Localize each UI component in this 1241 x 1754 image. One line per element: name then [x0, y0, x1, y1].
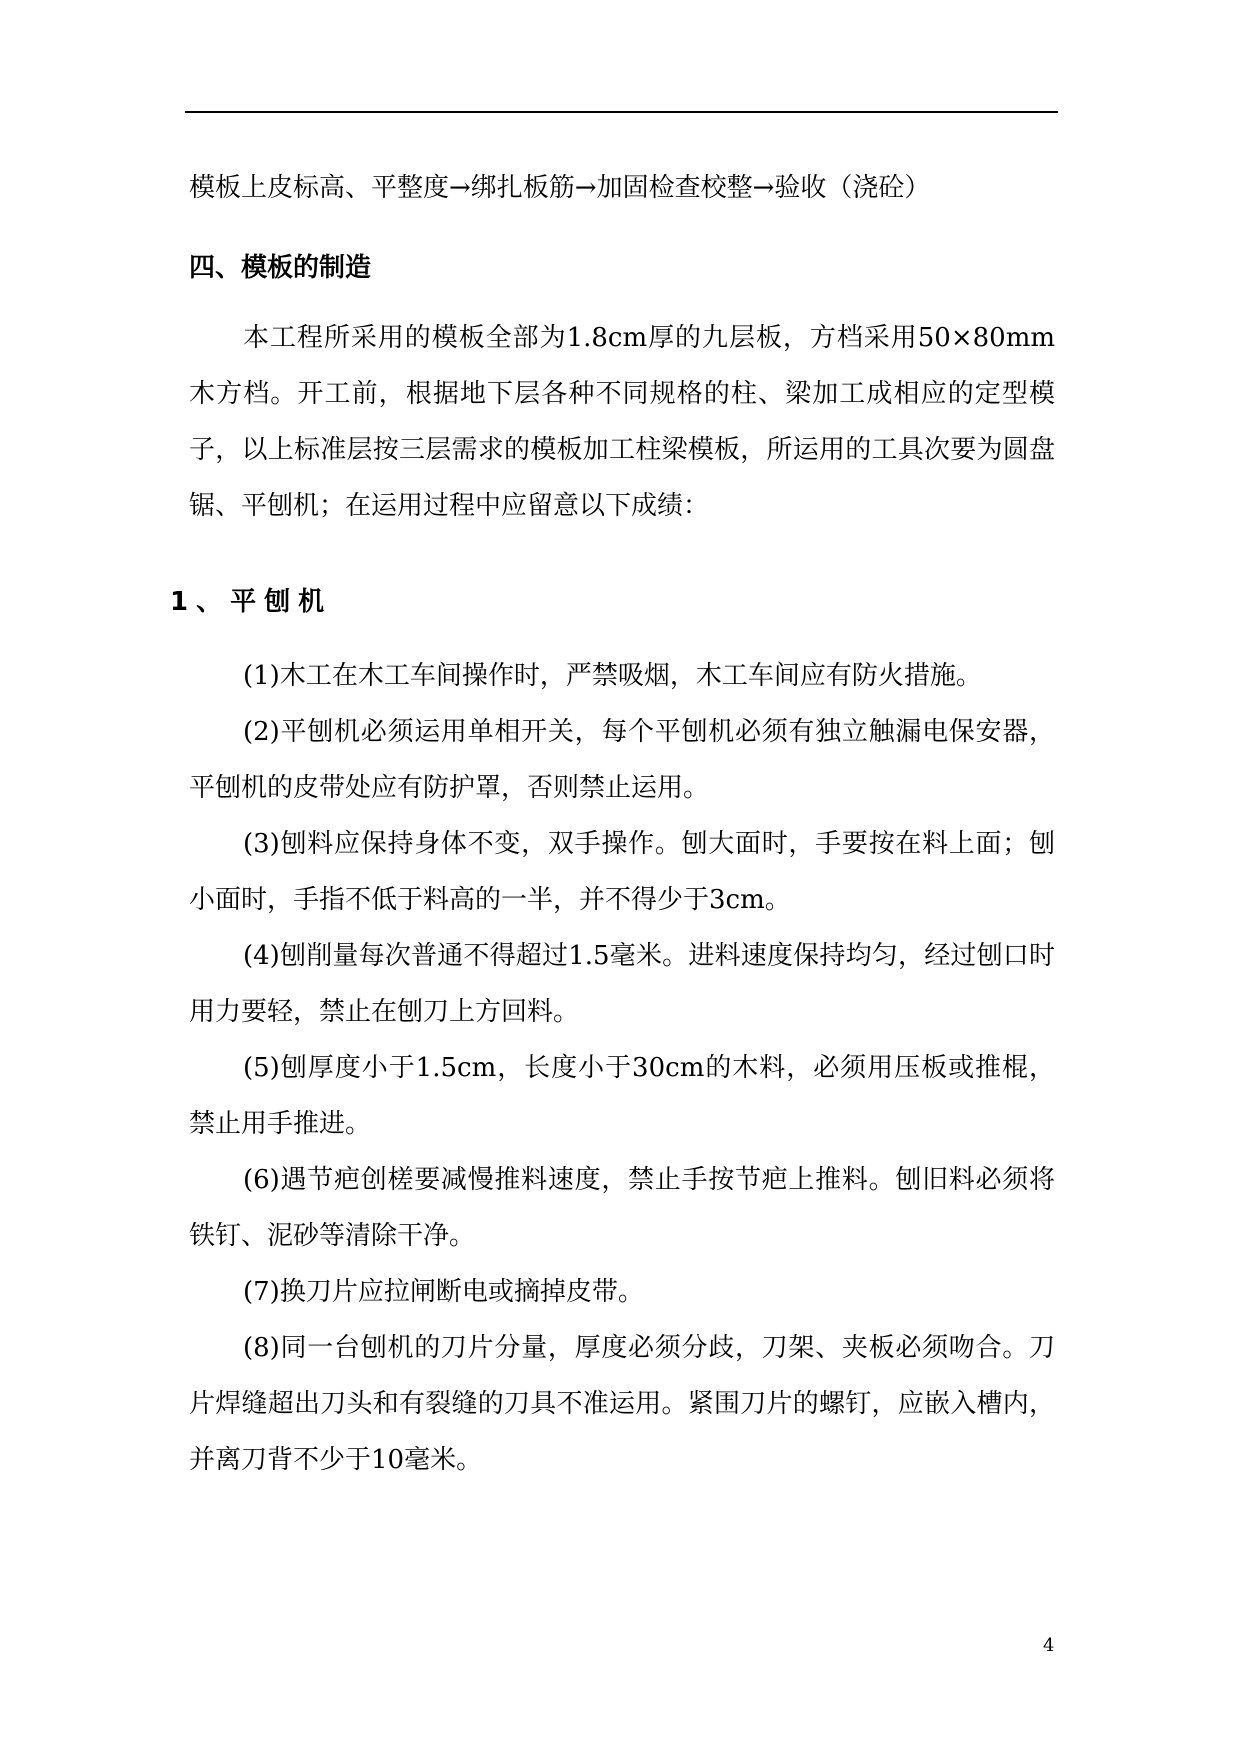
page-number: 4: [1043, 1635, 1055, 1656]
list-item: (2)平刨机必须运用单相开关，每个平刨机必须有独立触漏电保安器，平刨机的皮带处应有防护罩，否则禁止运用。: [189, 717, 1055, 803]
list-item: (7)换刀片应拉闸断电或摘掉皮带。: [243, 1277, 644, 1307]
list-item: (3)刨料应保持身体不变，双手操作。刨大面时，手要按在料上面；刨小面时，手指不低于料高的一半，并不得少于3cm。: [189, 829, 1055, 915]
subsection-one-body: [189, 648, 1055, 1488]
list-item: (4)刨削量每次普通不得超过1.5毫米。进料速度保持均匀，经过刨口时用力要轻，禁止在刨刀上方回料。: [189, 941, 1055, 1027]
section-four-paragraph: 本工程所采用的模板全部为1.8cm厚的九层板，方档采用50×80mm木方档。开工前，根据地下层各种不同规格的柱、梁加工成相应的定型模子，以上标准层按三层需求的模板加工柱梁模板，所运用的工具次要为圆盘锯、平刨机；在运用过程中应留意以下成绩：: [189, 323, 1055, 521]
list-item: (6)遇节疤创槎要减慢推料速度，禁止手按节疤上推料。刨旧料必须将铁钉、泥砂等清除干净。: [189, 1165, 1055, 1251]
section-four-heading: 四、模板的制造: [189, 253, 372, 283]
list-item: (8)同一台刨机的刀片分量，厚度必须分歧，刀架、夹板必须吻合。刀片焊缝超出刀头和有裂缝的刀具不准运用。紧围刀片的螺钉，应嵌入槽内，并离刀背不少于10毫米。: [189, 1333, 1055, 1475]
section-four-body: [189, 310, 1055, 534]
header-rule: [185, 111, 1058, 113]
list-item: (1)木工在木工车间操作时，严禁吸烟，木工车间应有防火措施。: [243, 661, 982, 691]
subsection-one-heading: 1、平刨机: [170, 587, 333, 617]
flow-line-text: 模板上皮标高、平整度→绑扎板筋→加固检查校整→验收（浇砼）: [189, 173, 931, 203]
list-item: (5)刨厚度小于1.5cm，长度小于30cm的木料，必须用压板或推棍，禁止用手推进。: [189, 1053, 1055, 1139]
flow-line-block: [189, 160, 1055, 216]
